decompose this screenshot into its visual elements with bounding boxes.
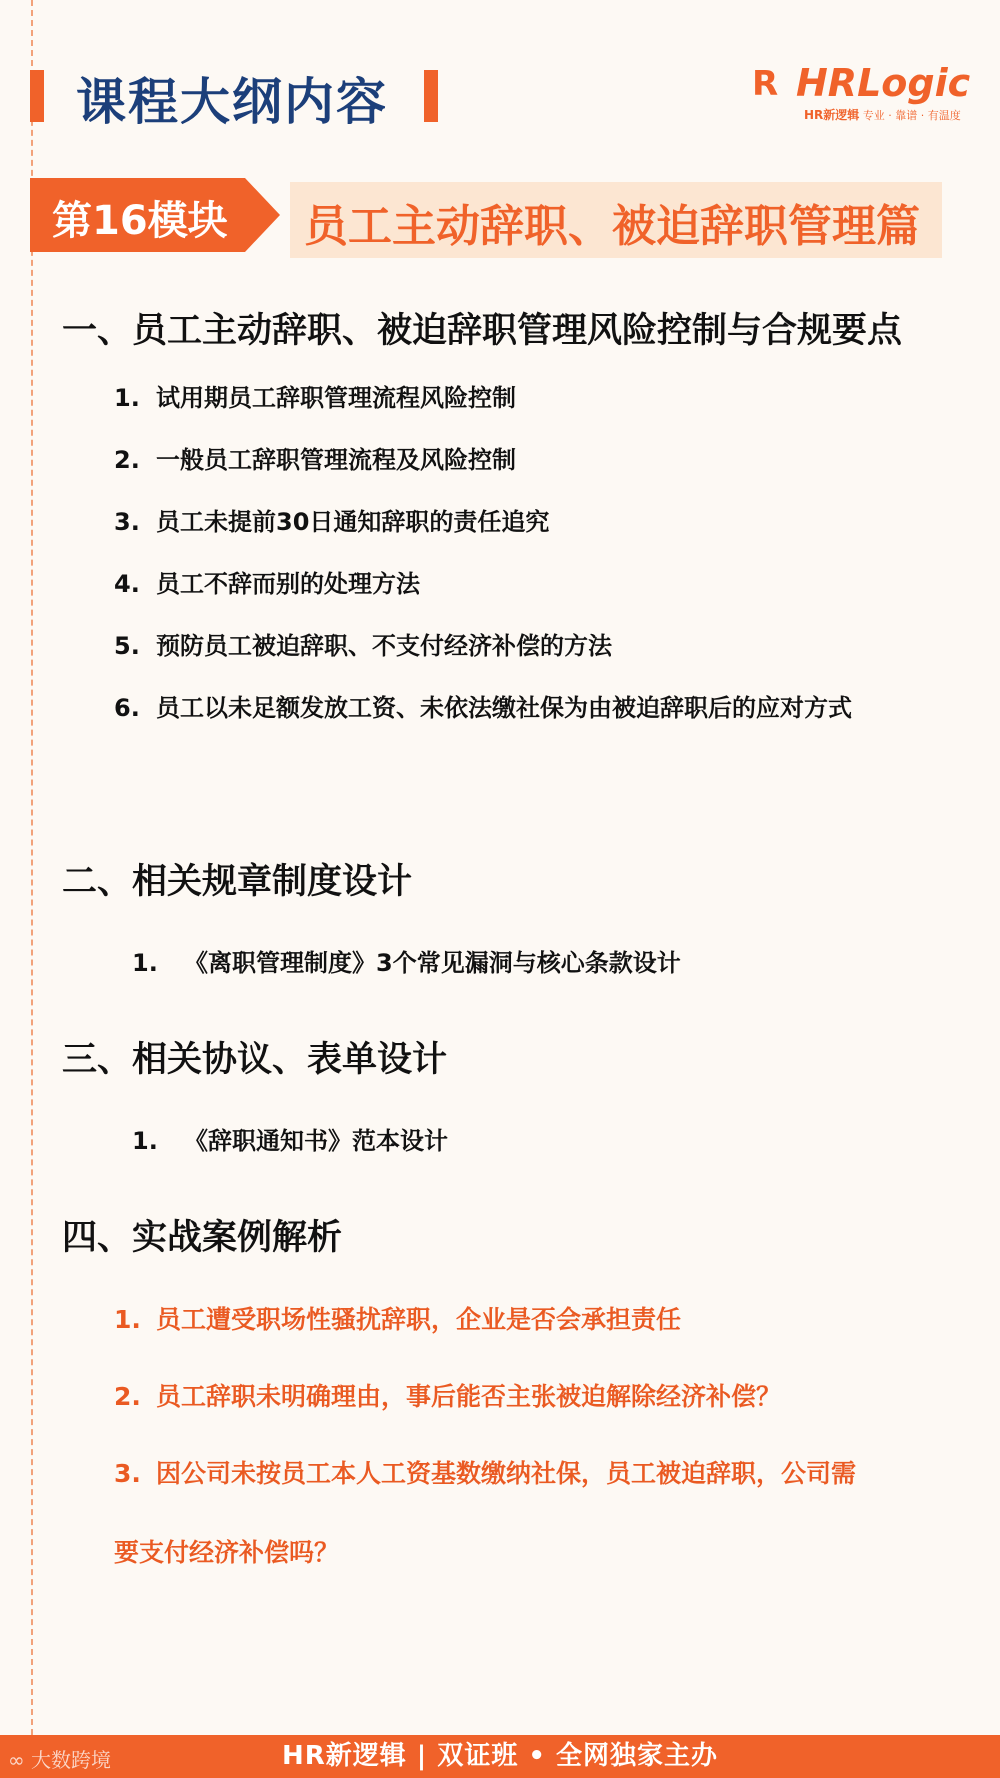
list-item (114, 378, 516, 413)
section-heading: 四、实战案例解析 (62, 1218, 343, 1258)
dashed-margin-line (31, 0, 33, 1735)
section-heading: 二、相关规章制度设计 (62, 862, 413, 902)
footer-text: HR新逻辑 | 双证班 • 全网独家主办 (281, 1741, 719, 1771)
list-item (114, 564, 420, 599)
list-item-number: 5. (114, 632, 140, 660)
list-item-text: 《离职管理制度》3个常见漏洞与核心条款设计 (184, 949, 681, 977)
watermark-text: 大数跨境 (31, 1748, 112, 1772)
case-item (114, 1300, 681, 1336)
case-item (114, 1377, 781, 1413)
list-item-number: 1. (132, 949, 158, 977)
section-heading: 三、相关协议、表单设计 (62, 1040, 448, 1080)
logo-sub-brand: HR新逻辑 (804, 108, 860, 122)
case-item-continuation (114, 1533, 339, 1569)
list-item-text: 一般员工辞职管理流程及风险控制 (156, 446, 516, 474)
list-item-number: 6. (114, 694, 140, 722)
list-item-text: 试用期员工辞职管理流程风险控制 (156, 384, 516, 412)
logo-mark-icon: R (752, 64, 779, 104)
title-accent-bar-right (424, 70, 438, 122)
list-item-text: 员工以未足额发放工资、未依法缴社保为由被迫辞职后的应对方式 (156, 694, 852, 722)
list-item (114, 440, 516, 475)
case-item-number: 2. (114, 1382, 141, 1411)
list-item (132, 1121, 448, 1156)
logo-subtitle (804, 106, 961, 123)
logo-text: HRLogic (796, 61, 971, 105)
list-item-text: 员工不辞而别的处理方法 (156, 570, 420, 598)
list-item-number: 1. (114, 384, 140, 412)
hrlogic-logo (752, 62, 972, 124)
watermark (8, 1744, 111, 1770)
list-item-number: 4. (114, 570, 140, 598)
case-item-number: 3. (114, 1459, 141, 1488)
list-item-text: 《辞职通知书》范本设计 (184, 1127, 448, 1155)
module-title: 员工主动辞职、被迫辞职管理篇 (304, 201, 920, 252)
case-item (114, 1454, 856, 1490)
list-item-text: 员工未提前30日通知辞职的责任追究 (156, 508, 550, 536)
section-heading: 一、员工主动辞职、被迫辞职管理风险控制与合规要点 (62, 311, 903, 351)
title-accent-bar-left (30, 70, 44, 122)
page-title: 课程大纲内容 (76, 73, 388, 131)
case-item-text: 员工遭受职场性骚扰辞职，企业是否会承担责任 (156, 1305, 682, 1334)
watermark-logo-icon: ∞ (8, 1748, 25, 1772)
list-item-number: 2. (114, 446, 140, 474)
list-item-number: 3. (114, 508, 140, 536)
list-item (114, 502, 549, 537)
case-item-text: 因公司未按员工本人工资基数缴纳社保，员工被迫辞职，公司需 (156, 1459, 857, 1488)
logo-sub-tagline: 专业 · 靠谱 · 有温度 (862, 109, 961, 122)
case-item-text: 要支付经济补偿吗？ (114, 1538, 340, 1567)
list-item (132, 943, 681, 978)
case-item-number: 1. (114, 1305, 141, 1334)
list-item-text: 预防员工被迫辞职、不支付经济补偿的方法 (156, 632, 612, 660)
list-item (114, 688, 852, 723)
list-item-number: 1. (132, 1127, 158, 1155)
list-item (114, 626, 612, 661)
module-tag-label: 第16模块 (52, 198, 228, 244)
case-item-text: 员工辞职未明确理由，事后能否主张被迫解除经济补偿？ (156, 1382, 782, 1411)
